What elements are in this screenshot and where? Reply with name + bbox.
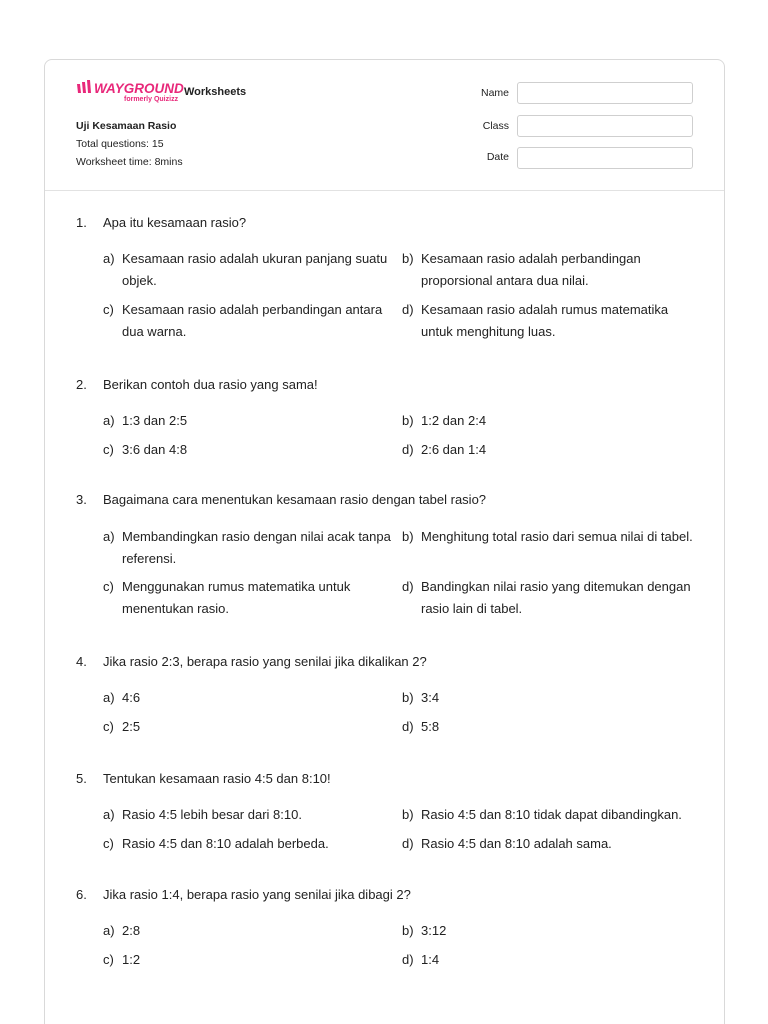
class-label: Class	[482, 120, 509, 132]
question-number: 4.	[76, 654, 87, 669]
question-number: 6.	[76, 887, 87, 902]
option-d[interactable]: d) 2:6 dan 1:4	[402, 442, 487, 457]
option-a[interactable]: a) 2:8	[103, 923, 141, 938]
total-questions: Total questions: 15	[76, 138, 164, 150]
option-b[interactable]: b) 3:4	[402, 690, 440, 705]
option-a[interactable]: a) Kesamaan rasio adalah ukuran panjang suatu objek.	[103, 251, 388, 288]
option-c[interactable]: c) 2:5	[103, 719, 141, 734]
option-c[interactable]: c) 3:6 dan 4:8	[103, 442, 188, 457]
name-field[interactable]	[517, 82, 693, 104]
question-text: Jika rasio 2:3, berapa rasio yang senilai jika dikalikan 2?	[103, 654, 427, 669]
logo-subtitle: formerly Quizizz	[124, 96, 179, 103]
option-b[interactable]: b) 1:2 dan 2:4	[402, 413, 487, 428]
question-number: 5.	[76, 771, 87, 786]
wayground-logo	[76, 80, 186, 108]
option-c[interactable]: c) Kesamaan rasio adalah perbandingan antara dua warna.	[103, 302, 383, 339]
option-a[interactable]: a) Rasio 4:5 lebih besar dari 8:10.	[103, 807, 302, 822]
option-d[interactable]: d) Bandingkan nilai rasio yang ditemukan dengan rasio lain di tabel.	[402, 579, 691, 616]
question-number: 2.	[76, 377, 87, 392]
worksheet-time: Worksheet time: 8mins	[76, 156, 183, 168]
option-b[interactable]: b) Menghitung total rasio dari semua nilai di tabel.	[402, 529, 693, 544]
date-label: Date	[486, 151, 509, 163]
worksheet-header	[45, 60, 724, 191]
question-number: 3.	[76, 492, 87, 507]
option-d[interactable]: d) 1:4	[402, 952, 440, 967]
option-c[interactable]: c) Menggunakan rumus matematika untuk menentukan rasio.	[103, 579, 351, 616]
option-a[interactable]: a) 4:6	[103, 690, 141, 705]
option-c[interactable]: c) 1:2	[103, 952, 141, 967]
question-text: Berikan contoh dua rasio yang sama!	[103, 377, 318, 392]
option-d[interactable]: d) Rasio 4:5 dan 8:10 adalah sama.	[402, 836, 612, 851]
class-field[interactable]	[517, 115, 693, 137]
worksheet-title: Uji Kesamaan Rasio	[76, 120, 177, 132]
option-b[interactable]: b) Rasio 4:5 dan 8:10 tidak dapat dibandingkan.	[402, 807, 682, 822]
question-text: Tentukan kesamaan rasio 4:5 dan 8:10!	[103, 771, 331, 786]
option-b[interactable]: b) Kesamaan rasio adalah perbandingan proporsional antara dua nilai.	[402, 251, 641, 288]
question-text: Bagaimana cara menentukan kesamaan rasio dengan tabel rasio?	[103, 492, 487, 507]
svg-text:WAYGROUND: WAYGROUND	[94, 81, 184, 96]
option-d[interactable]: d) Kesamaan rasio adalah rumus matematika untuk menghitung luas.	[402, 302, 669, 339]
option-c[interactable]: c) Rasio 4:5 dan 8:10 adalah berbeda.	[103, 836, 329, 851]
name-label: Name	[480, 87, 509, 99]
worksheet-card	[44, 59, 725, 1024]
question-number: 1.	[76, 215, 87, 230]
option-a[interactable]: a) Membandingkan rasio dengan nilai acak tanpa referensi.	[103, 529, 391, 566]
option-a[interactable]: a) 1:3 dan 2:5	[103, 413, 188, 428]
date-field[interactable]	[517, 147, 693, 169]
worksheets-label: Worksheets	[184, 86, 247, 98]
question-text: Jika rasio 1:4, berapa rasio yang senilai jika dibagi 2?	[103, 887, 411, 902]
question-text: Apa itu kesamaan rasio?	[103, 215, 247, 230]
option-d[interactable]: d) 5:8	[402, 719, 440, 734]
option-b[interactable]: b) 3:12	[402, 923, 447, 938]
